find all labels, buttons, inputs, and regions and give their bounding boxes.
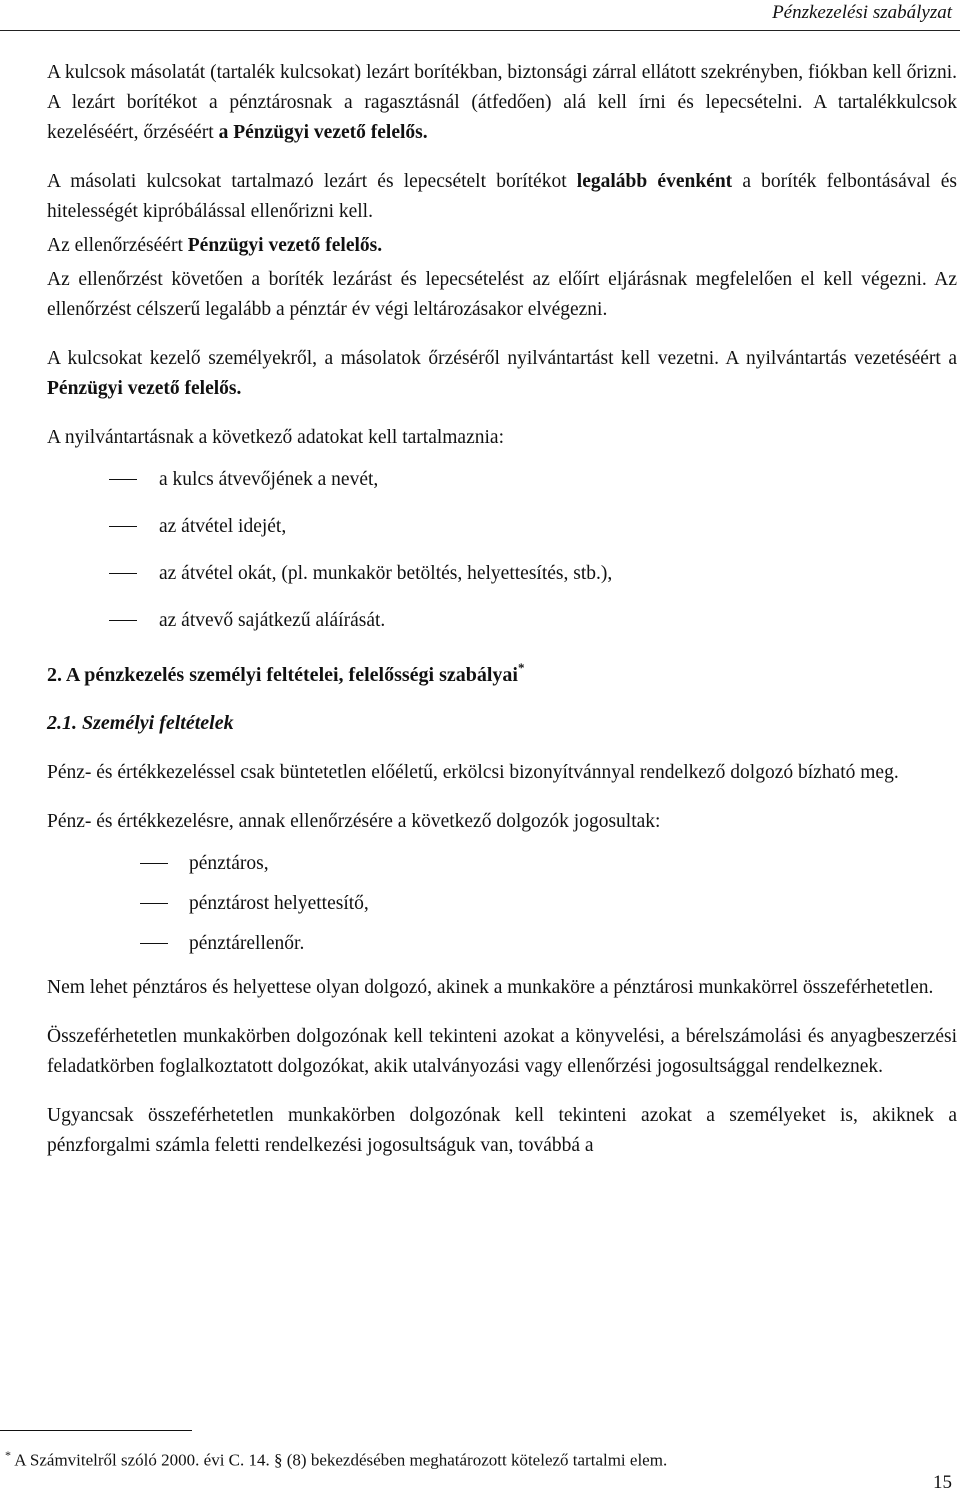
paragraph-text: Az ellenőrzést követően a boríték lezárást és lepecsételést az előírt eljárásnak megfelelően el kell végezni. Az ellenőrzést célszerű legalább a pénztár év végi leltározásakor elvégezni. xyxy=(47,269,957,320)
paragraph-register-contents xyxy=(47,423,957,453)
paragraph-bold: legalább évenként xyxy=(576,171,733,192)
list-item xyxy=(47,849,957,879)
list-item xyxy=(47,889,957,919)
paragraph-text: Pénz- és értékkezeléssel csak büntetetlen előéletű, erkölcsi bizonyítvánnyal rendelkező dolgozó bízható meg. xyxy=(47,762,899,783)
subsection-number: 2.1. xyxy=(47,712,77,734)
dash-bullet-icon xyxy=(109,573,137,574)
register-items-list xyxy=(47,465,957,636)
section-heading-text: 2. A pénzkezelés személyi feltételei, felelősségi szabályai xyxy=(47,664,518,686)
list-item xyxy=(47,559,957,589)
paragraph-bold: Pénzügyi vezető felelős. xyxy=(187,235,383,256)
paragraph-key-copies xyxy=(47,58,957,148)
footnote xyxy=(5,1444,667,1472)
paragraph-text: A kulcsokat kezelő személyekről, a másolatok őrzéséről nyilvántartást kell vezetni. A nyilvántartás vezetéséért a xyxy=(47,348,957,369)
paragraph-text: Nem lehet pénztáros és helyettese olyan dolgozó, akinek a munkaköre a pénztárosi munkakörrel összeférhetetlen. xyxy=(47,977,934,998)
list-item-text: az átvétel idejét, xyxy=(159,516,287,537)
paragraph-after-check xyxy=(47,265,957,325)
page-number: 15 xyxy=(933,1472,952,1493)
footnote-marker: * xyxy=(517,660,525,675)
paragraph-authorized xyxy=(47,807,957,837)
paragraph-account-rights xyxy=(47,1101,957,1161)
header-title: Pénzkezelési szabályzat xyxy=(772,2,952,23)
paragraph-text: A nyilvántartásnak a következő adatokat kell tartalmaznia: xyxy=(47,427,504,448)
dash-bullet-icon xyxy=(109,479,137,480)
dash-bullet-icon xyxy=(140,863,168,864)
list-item xyxy=(47,465,957,495)
subsection-heading xyxy=(0,708,957,738)
paragraph-text: Összeférhetetlen munkakörben dolgozónak kell tekinteni azokat a könyvelési, a bérelszámolási és anyagbeszerzési feladatkörben foglalkoztatott dolgozókat, akik utalványozási vagy ellenőrzési jogosultsággal rendelkeznek. xyxy=(47,1026,957,1077)
list-item-text: az átvétel okát, (pl. munkakör betöltés, helyettesítés, stb.), xyxy=(159,563,613,584)
page-header xyxy=(0,0,960,31)
dash-bullet-icon xyxy=(109,620,137,621)
paragraph-incompatible xyxy=(47,973,957,1003)
list-item-text: pénztárellenőr. xyxy=(189,933,305,954)
authorized-list xyxy=(47,849,957,959)
document-body xyxy=(47,58,957,1180)
dash-bullet-icon xyxy=(140,903,168,904)
paragraph-text: Pénz- és értékkezelésre, annak ellenőrzésére a következő dolgozók jogosultak: xyxy=(47,811,661,832)
list-item-text: a kulcs átvevőjének a nevét, xyxy=(159,469,379,490)
paragraph-text: A kulcsok másolatát (tartalék kulcsokat) lezárt borítékban, biztonsági zárral ellátott szekrényben, fiókban kell őrizni. A lezárt borítékot a pénztárosnak a ragasztásnál (átfedően) alá kell írni és lepecsételni. A tartalékkulcsok kezeléséért, őrzéséért xyxy=(47,62,957,143)
paragraph-check-responsible xyxy=(47,231,957,261)
paragraph-requirements xyxy=(47,758,957,788)
paragraph-bold: Pénzügyi vezető felelős. xyxy=(47,378,242,399)
paragraph-register xyxy=(47,344,957,404)
footnote-text: A Számvitelről szóló 2000. évi C. 14. § (8) bekezdésében meghatározott kötelező tartalmi elem. xyxy=(11,1450,668,1470)
list-item-text: az átvevő sajátkezű aláírását. xyxy=(159,610,386,631)
footnote-marker: * xyxy=(5,1448,11,1462)
subsection-title: Személyi feltételek xyxy=(82,712,234,734)
paragraph-text: a boríték felbontásával és hitelességét kipróbálással ellenőrizni kell. xyxy=(47,171,957,222)
paragraph-text: Az ellenőrzéséért xyxy=(47,235,188,256)
list-item-text: pénztárost helyettesítő, xyxy=(189,893,369,914)
list-item xyxy=(47,606,957,636)
paragraph-annual-check xyxy=(47,167,957,227)
dash-bullet-icon xyxy=(140,943,168,944)
list-item-text: pénztáros, xyxy=(189,853,269,874)
paragraph-incompatible-roles xyxy=(47,1022,957,1082)
list-item xyxy=(47,929,957,959)
paragraph-text: Ugyancsak összeférhetetlen munkakörben dolgozónak kell tekinteni azokat a személyeket is, akiknek a pénzforgalmi számla feletti rendelkezési jogosultságuk van, továbbá a xyxy=(47,1105,957,1156)
paragraph-bold: a Pénzügyi vezető felelős. xyxy=(218,122,428,143)
paragraph-text: A másolati kulcsokat tartalmazó lezárt és lepecsételt borítékot xyxy=(47,171,577,192)
dash-bullet-icon xyxy=(109,526,137,527)
footnote-divider xyxy=(0,1430,192,1431)
section-heading xyxy=(0,653,957,690)
list-item xyxy=(47,512,957,542)
